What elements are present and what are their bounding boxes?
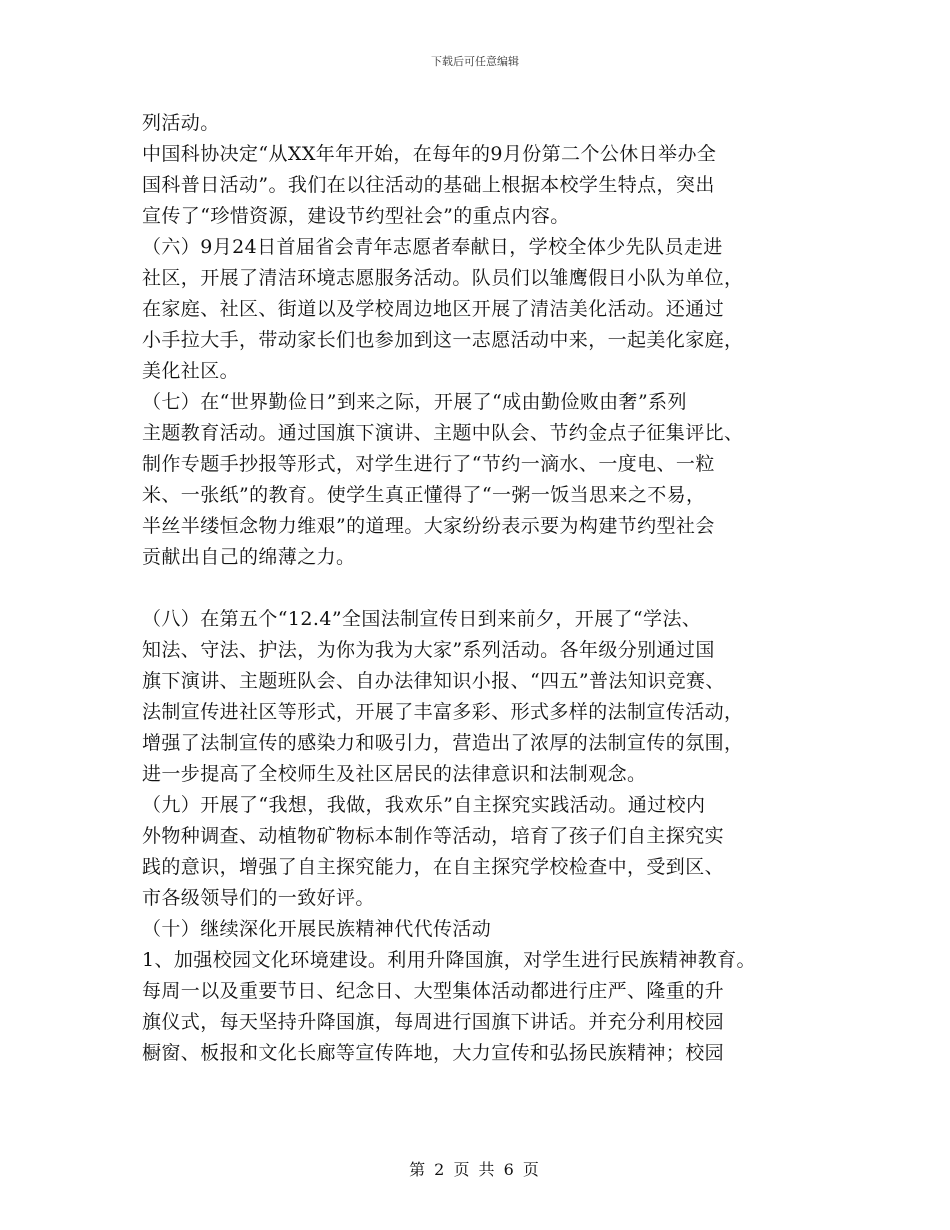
text-line: 美化社区。 (142, 360, 240, 382)
text-line: 旗下演讲、主题班队会、自办法律知识小报、“四五”普法知识竞赛、 (142, 670, 725, 692)
text-line: 橱窗、板报和文化长廊等宣传阵地，大力宣传和弘扬民族精神；校园 (142, 1042, 725, 1064)
text-line: 米、一张纸”的教育。使学生真正懂得了“一粥一饭当思来之不易， (142, 484, 706, 506)
text-line: 外物种调查、动植物矿物标本制作等活动，培育了孩子们自主探究实 (142, 825, 725, 847)
text-line: 列活动。 (142, 112, 220, 134)
text-line: 社区，开展了清洁环境志愿服务活动。队员们以雏鹰假日小队为单位， (142, 267, 744, 289)
page-header-note: 下载后可任意编辑 (431, 55, 519, 68)
text-line: 法制宣传进社区等形式，开展了丰富多彩、形式多样的法制宣传活动， (142, 701, 744, 723)
text-line: 1、加强校园文化环境建设。利用升降国旗，对学生进行民族精神教育。 (142, 949, 756, 971)
text-line: 知法、守法、护法，为你为我为大家”系列活动。各年级分别通过国 (142, 639, 715, 661)
document-body (142, 108, 832, 1069)
text-line: 增强了法制宣传的感染力和吸引力，营造出了浓厚的法制宣传的氛围， (142, 732, 744, 754)
text-line: 小手拉大手，带动家长们也参加到这一志愿活动中来，一起美化家庭， (142, 329, 744, 351)
text-line: （八）在第五个“12.4”全国法制宣传日到来前夕，开展了“学法、 (142, 608, 702, 630)
text-line: （七）在“世界勤俭日”到来之际，开展了“成由勤俭败由奢”系列 (142, 391, 687, 413)
page-number-footer: 第 2 页 共 6 页 (409, 1160, 541, 1179)
text-line: 半丝半缕恒念物力维艰”的道理。大家纷纷表示要为构建节约型社会 (142, 515, 715, 537)
text-line: 贡献出自己的绵薄之力。 (142, 546, 356, 568)
text-line: 市各级领导们的一致好评。 (142, 887, 375, 909)
text-line: （九）开展了“我想，我做，我欢乐”自主探究实践活动。通过校内 (142, 794, 706, 816)
text-line: 国科普日活动”。我们在以往活动的基础上根据本校学生特点，突出 (142, 174, 715, 196)
text-line: 在家庭、社区、街道以及学校周边地区开展了清洁美化活动。还通过 (142, 298, 725, 320)
text-line: （六）9月24日首届省会青年志愿者奉献日，学校全体少先队员走进 (142, 236, 723, 258)
text-line: 制作专题手抄报等形式，对学生进行了“节约一滴水、一度电、一粒 (142, 453, 715, 475)
text-line: 主题教育活动。通过国旗下演讲、主题中队会、节约金点子征集评比、 (142, 422, 744, 444)
text-line: 中国科协决定“从XX年年开始，在每年的9月份第二个公休日举办全 (142, 143, 717, 165)
text-line: 宣传了“珍惜资源，建设节约型社会”的重点内容。 (142, 205, 570, 227)
text-line: 进一步提高了全校师生及社区居民的法律意识和法制观念。 (142, 763, 647, 785)
text-line: 践的意识，增强了自主探究能力，在自主探究学校检查中，受到区、 (142, 856, 725, 878)
text-line: 每周一以及重要节日、纪念日、大型集体活动都进行庄严、隆重的升 (142, 980, 725, 1002)
blank-line (142, 573, 832, 604)
text-line: 旗仪式，每天坚持升降国旗，每周进行国旗下讲话。并充分利用校园 (142, 1011, 725, 1033)
text-line: （十）继续深化开展民族精神代代传活动 (142, 918, 492, 940)
